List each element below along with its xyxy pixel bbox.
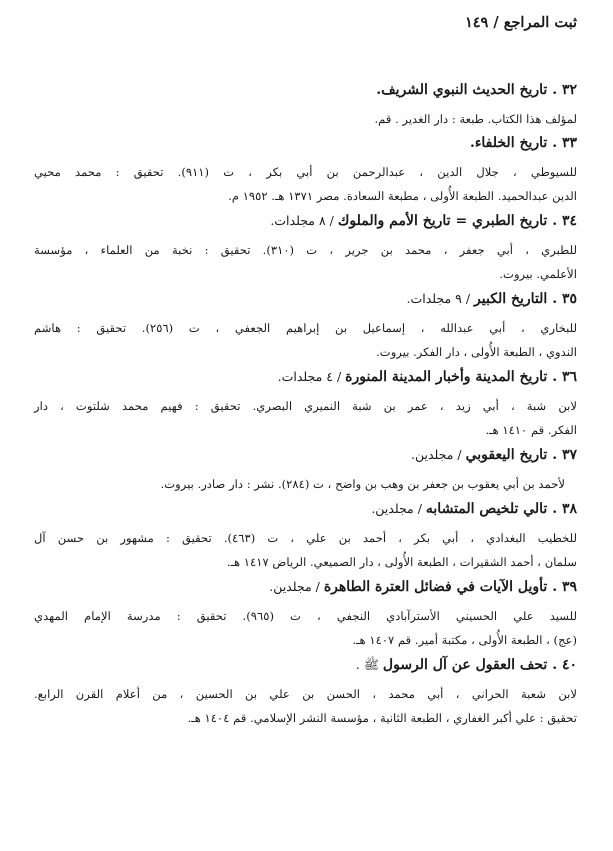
- reference-details: [34, 394, 577, 442]
- reference-entry: [34, 498, 577, 574]
- reference-volumes: / مجلدين.: [269, 579, 324, 594]
- reference-entry: [34, 654, 577, 730]
- reference-number: ٣٨: [561, 501, 577, 517]
- reference-detail-line: لابن شعبة الحراني ، أبي محمد ، الحسن بن علي بن الحسين ، من أعلام القرن الرابع.: [34, 687, 577, 701]
- reference-detail-line: الدين عبدالحميد. الطبعة الأُولى ، مطبعة السعادة. مصر ١٣٧١ هـ. ١٩٥٢ م.: [228, 189, 577, 203]
- reference-detail-line: لمؤلف هذا الكتاب. طبعة : دار الغدير . قم.: [374, 112, 577, 126]
- reference-detail-line: لابن شبة ، أبي زيد ، عمر بن شبة النميري البصري. تحقيق : فهيم محمد شلتوت ، دار: [34, 399, 577, 413]
- reference-title-text: تاريخ الخلفاء.: [469, 135, 548, 151]
- reference-title-text: تأويل الآيات في فضائل العترة الطاهرة: [323, 579, 548, 595]
- reference-details: [34, 160, 577, 208]
- reference-entry: [34, 80, 577, 131]
- reference-number: ٣٢: [561, 82, 577, 98]
- running-header: ثبت المراجع / ١٤٩: [464, 14, 577, 31]
- reference-number: ٣٤: [561, 213, 577, 229]
- reference-detail-line: سلمان ، أحمد الشقيرات ، الطبعة الأُولى ، دار الصميعي. الرياض ١٤١٧ هـ.: [226, 555, 577, 569]
- reference-title: ٣٤ . تاريخ الطبري = تاريخ الأمم والملوك / ٨ مجلدات.: [270, 213, 577, 229]
- reference-entry: [34, 210, 577, 286]
- reference-entry: [34, 288, 577, 364]
- reference-title-text: تحف العقول عن آل الرسول: [382, 657, 548, 673]
- reference-volumes: / ٩ مجلدات.: [406, 291, 475, 306]
- reference-detail-line: (عج) ، الطبعة الأُولى ، مكتبة أمير. قم ١٤٠٧ هـ.: [352, 633, 577, 647]
- reference-title: ٣٨ . تالي تلخيص المتشابه / مجلدين.: [371, 501, 577, 517]
- reference-title-text: تاريخ الطبري = تاريخ الأمم والملوك: [337, 213, 548, 229]
- reference-entry: [34, 576, 577, 652]
- reference-details: [34, 316, 577, 364]
- reference-volumes: ﷺ .: [355, 657, 383, 672]
- reference-detail-line: للطبري ، أبي جعفر ، محمد بن جرير ، ت (٣١٠). تحقيق : نخبة من العلماء ، مؤسسة: [34, 243, 577, 257]
- reference-list: [34, 80, 577, 732]
- reference-detail-line: الأعلمي. بيروت.: [499, 267, 577, 281]
- reference-details: [34, 107, 577, 131]
- reference-title: ٣٧ . تاريخ اليعقوبي / مجلدين.: [410, 447, 577, 463]
- reference-title-text: تاريخ الحديث النبوي الشريف.: [376, 82, 548, 98]
- reference-number: ٣٣: [561, 135, 577, 151]
- reference-entry: [34, 366, 577, 442]
- reference-title: ٣٦ . تاريخ المدينة وأخبار المدينة المنورة / ٤ مجلدات.: [277, 369, 577, 385]
- reference-entry: [34, 444, 577, 496]
- reference-number: ٣٧: [561, 447, 577, 463]
- reference-details: [34, 682, 577, 730]
- reference-title-text: تاريخ اليعقوبي: [465, 447, 548, 463]
- reference-number: ٣٩: [561, 579, 577, 595]
- reference-number: ٣٥: [561, 291, 577, 307]
- reference-title: ٣٢ . تاريخ الحديث النبوي الشريف.: [376, 82, 577, 98]
- reference-title: ٣٩ . تأويل الآيات في فضائل العترة الطاهرة / مجلدين.: [269, 579, 577, 595]
- reference-title: ٣٣ . تاريخ الخلفاء.: [469, 135, 577, 151]
- reference-detail-line: للسيد علي الحسيني الأسترآبادي النجفي ، ت (٩٦٥). تحقيق : مدرسة الإمام المهدي: [34, 609, 578, 623]
- reference-detail-line: الفكر. قم ١٤١٠ هـ.: [485, 423, 577, 437]
- reference-title-text: التاريخ الكبير: [474, 291, 548, 307]
- reference-detail-line: للبخاري ، أبي عبدالله ، إسماعيل بن إبراهيم الجعفي ، ت (٢٥٦). تحقيق : هاشم: [34, 321, 577, 335]
- reference-detail-line: للسيوطي ، جلال الدين ، عبدالرحمن بن أبي بكر ، ت (٩١١). تحقيق : محمد محيي: [34, 165, 577, 179]
- reference-title-text: تاريخ المدينة وأخبار المدينة المنورة: [345, 369, 548, 385]
- reference-number: ٣٦: [561, 369, 577, 385]
- reference-entry: [34, 133, 577, 208]
- reference-details: [34, 238, 577, 286]
- reference-detail-line: لأحمد بن أبي يعقوب بن جعفر بن وهب بن واضح ، ت (٢٨٤). نشر : دار صادر. بيروت.: [160, 477, 565, 491]
- reference-number: ٤٠: [561, 657, 577, 673]
- reference-volumes: / مجلدين.: [371, 501, 426, 516]
- reference-details: [34, 526, 577, 574]
- reference-detail-line: الندوي ، الطبعة الأُولى ، دار الفكر. بيروت.: [376, 345, 577, 359]
- reference-detail-line: تحقيق : علي أكبر الغفاري ، الطبعة الثانية ، مؤسسة النشر الإسلامي. قم ١٤٠٤ هـ.: [187, 711, 577, 725]
- reference-details: [34, 604, 577, 652]
- reference-volumes: / مجلدين.: [410, 447, 466, 462]
- reference-detail-line: للخطيب البغدادي ، أبي بكر ، أحمد بن علي ، ت (٤٦٣). تحقيق : مشهور بن حسن آل: [34, 531, 577, 545]
- reference-title: ٣٥ . التاريخ الكبير / ٩ مجلدات.: [406, 291, 577, 307]
- reference-volumes: / ٨ مجلدات.: [270, 213, 338, 228]
- reference-title: ٤٠ . تحف العقول عن آل الرسول ﷺ .: [355, 657, 577, 673]
- reference-details: [34, 472, 577, 496]
- reference-title-text: تالي تلخيص المتشابه: [425, 501, 548, 517]
- reference-volumes: / ٤ مجلدات.: [277, 369, 346, 384]
